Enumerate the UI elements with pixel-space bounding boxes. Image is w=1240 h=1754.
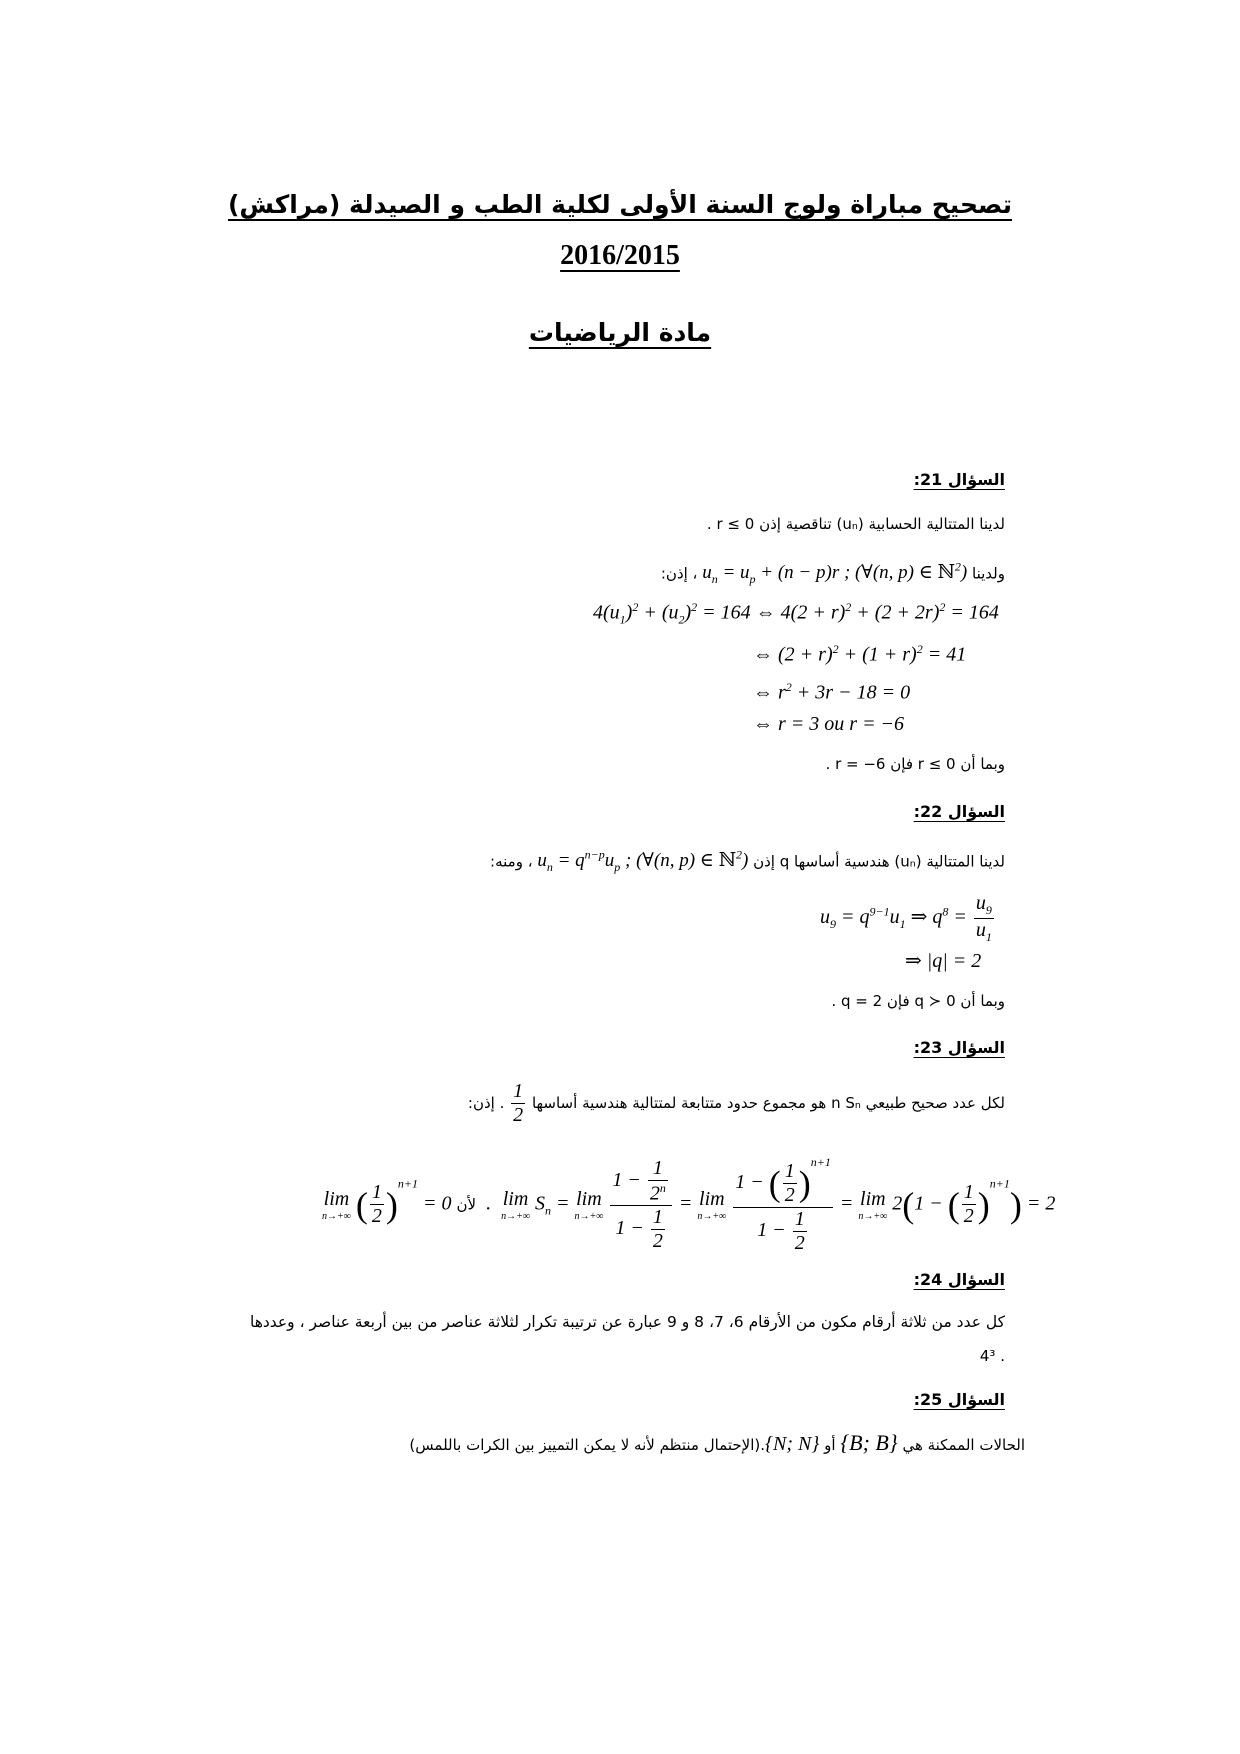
q25-line1: الحالات الممكنة هي {B; B} أو {N; N}.(الإحتمال منتظم لأنه لا يمكن التمييز بين الكرات باللمس) [409,1430,1025,1455]
q24-line1: كل عدد من ثلاثة أرقام مكون من الأرقام 6، 7، 8 و 9 عبارة عن ترتيبة تكرار لثلاثة عناصر من بين أربعة عناصر ، وعددها [249,1313,1005,1331]
q23-because: لأن [456,1195,477,1214]
q21-line1: لدينا المتتالية الحسابية (uₙ) تناقصية إذن r ≤ 0 . [706,515,1005,533]
document-subject: مادة الرياضيات [528,318,712,347]
q22-eq1: $u_9 = q^{9-1}u_1$ ⇒ $q^8$ = $\frac{u_9}{u_1}$ [820,892,992,944]
q22-line1: لدينا المتتالية (uₙ) هندسية أساسها q إذن $u_n = q^{n-p}u_p$ ; (∀(n, p) ∈ ℕ$^2$) ، ومنه: [490,848,1005,875]
q24-heading: السؤال 24: [913,1270,1005,1289]
document-year: 2016/2015 [560,240,680,271]
q21-eq4: ⇔ r = 3 ou r = −6 [753,713,905,735]
q21-heading: السؤال 21: [913,470,1005,489]
q21-eq2: ⇔ $(2 + r)^2 + (1 + r)^2 = 41$ [753,642,967,666]
q22-heading: السؤال 22: [913,802,1005,821]
q25-heading: السؤال 25: [913,1390,1005,1409]
q24-line2: . 4³ [979,1347,1005,1365]
document-title: تصحيح مباراة ولوج السنة الأولى لكلية الطب و الصيدلة (مراكش) [227,190,1013,219]
q21-eq1: $4(u_1)^2 + (u_2)^2 = 164$ ⇔ $4(2 + r)^2 + (2 + 2r)^2 = 164$ [593,600,999,627]
q22-eq2: ⇒ |q| = 2 [905,950,982,972]
q22-conclusion: وبما أن q ≻ 0 فإن q = 2 . [831,992,1005,1010]
q23-heading: السؤال 23: [913,1038,1005,1057]
q21-line2: ولدينا $u_n = u_p + (n - p)r$ ; (∀(n, p) ∈ ℕ$^2$) ، إذن: [660,560,1005,587]
q23-limit-equation: lim n→+∞ ( $\frac{1}{2}$ )$^{n+1}$ = 0 لأن . lim n→+∞ $S_n$ = lim n→+∞ 1 − $\frac{1}{2^n}$ 1 − $\frac{1}{2}$ = lim n→+∞ 1 − ( $\frac{1}{2}$ )$^{n+1}$ 1 − $\frac{1}{2}$ = lim n→+∞ 2(1 − ( $\frac{1}{2}$ )$^{n+1}$) = 2 [322,1155,1056,1254]
q21-eq3: ⇔ $r^2 + 3r - 18 = 0$ [753,680,911,704]
q23-line1: لكل عدد صحيح طبيعي n Sₙ هو مجموع حدود متتابعة لمتتالية هندسية أساسها $\frac{1}{2}$ . إذن: [467,1080,1005,1126]
q21-conclusion: وبما أن r ≤ 0 فإن r = −6 . [825,755,1005,773]
